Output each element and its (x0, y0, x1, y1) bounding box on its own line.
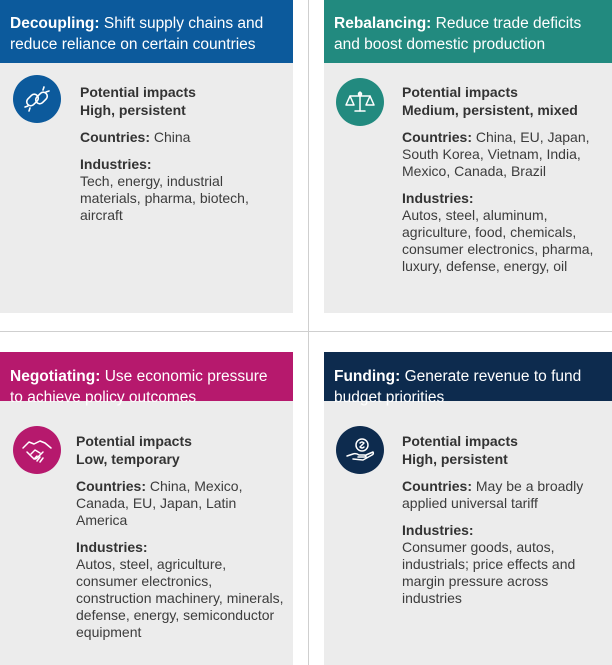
countries-label: Countries: (76, 478, 146, 494)
card-body (76, 432, 286, 641)
card-title: Decoupling: (10, 15, 100, 32)
impacts-label: Potential impacts (80, 84, 196, 100)
industries-block (402, 522, 607, 607)
countries-value: China (153, 129, 191, 145)
vertical-divider (308, 0, 309, 665)
industries-value: Autos, steel, agriculture, consumer electronics, construction machinery, minerals, defense, energy, semiconductor equipment (76, 556, 284, 640)
industries-label: Industries: (76, 539, 148, 555)
impacts-level: High, persistent (402, 451, 508, 467)
industries-block (76, 539, 286, 641)
handshake-icon (13, 426, 61, 474)
card-body (402, 432, 607, 607)
countries-block (76, 478, 286, 529)
industries-value: Consumer goods, autos, industrials; price effects and margin pressure across industries (402, 539, 576, 606)
industries-label: Industries: (402, 190, 474, 206)
card-title: Funding: (334, 368, 401, 385)
card-decoupling (0, 0, 293, 313)
impacts-level: Low, temporary (76, 451, 180, 467)
card-negotiating (0, 352, 293, 665)
card-subtitle: Shift supply chains and reduce reliance on certain countries (10, 15, 264, 53)
countries-label: Countries: (402, 478, 472, 494)
impacts-level: Medium, persistent, mixed (402, 102, 578, 118)
impacts-label: Potential impacts (402, 433, 518, 449)
impacts-label: Potential impacts (402, 84, 518, 100)
industries-value: Autos, steel, aluminum, agriculture, food, chemicals, consumer electronics, pharma, luxury, defense, energy, oil (402, 207, 594, 274)
card-header (0, 0, 293, 63)
horizontal-divider (0, 331, 612, 332)
countries-value: May be a broadly applied universal tariff (402, 478, 584, 511)
card-body (80, 83, 285, 224)
card-title: Negotiating: (10, 368, 101, 385)
balance-scale-icon (336, 78, 384, 126)
card-funding (324, 352, 612, 665)
broken-link-icon (13, 75, 61, 123)
industries-label: Industries: (402, 522, 474, 538)
card-rebalancing (324, 0, 612, 313)
industries-block (402, 190, 607, 275)
countries-value: China, Mexico, Canada, EU, Japan, Latin America (76, 478, 243, 528)
industries-label: Industries: (80, 156, 152, 172)
countries-label: Countries: (80, 129, 150, 145)
impacts-label: Potential impacts (76, 433, 192, 449)
countries-value: China, EU, Japan, South Korea, Vietnam, India, Mexico, Canada, Brazil (402, 129, 590, 179)
hand-coin-icon (336, 426, 384, 474)
card-header (0, 352, 293, 406)
card-title: Rebalancing: (334, 15, 432, 32)
countries-label: Countries: (402, 129, 472, 145)
card-subtitle: Reduce trade deficits and boost domestic production (334, 15, 582, 53)
card-header (324, 352, 612, 406)
countries-block (80, 129, 285, 146)
countries-block (402, 129, 607, 180)
impacts-level: High, persistent (80, 102, 186, 118)
card-subtitle: Use economic pressure to achieve policy outcomes (10, 368, 268, 406)
card-header (324, 0, 612, 63)
industries-value: Tech, energy, industrial materials, pharma, biotech, aircraft (80, 173, 249, 223)
card-body (402, 83, 607, 275)
card-subtitle: Generate revenue to fund budget priorities (334, 368, 582, 406)
countries-block (402, 478, 607, 512)
industries-block (80, 156, 285, 224)
